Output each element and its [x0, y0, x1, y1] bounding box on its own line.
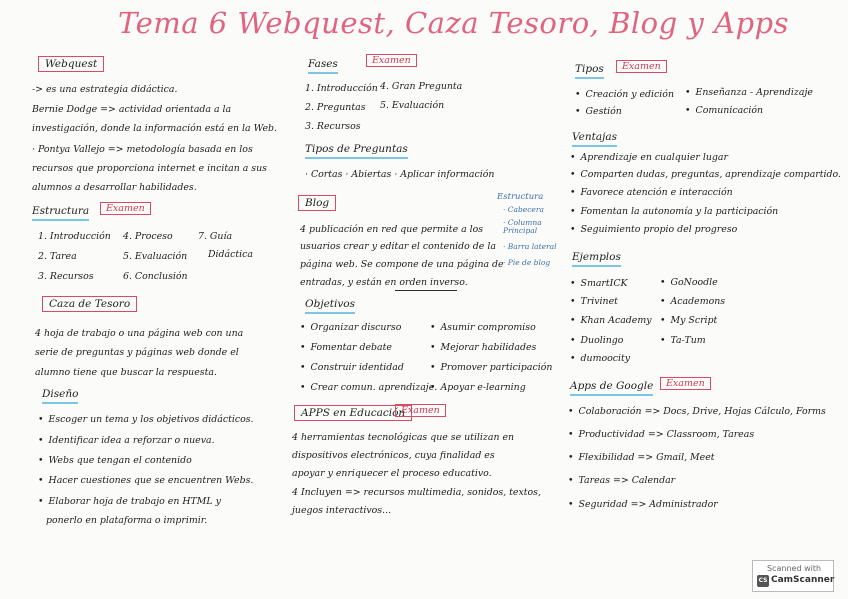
- fases-item-5: 5. Evaluación: [380, 100, 445, 111]
- heading-diseno: Diseño: [42, 388, 78, 404]
- objetivos-left-2: • Fomentar debate: [300, 343, 392, 352]
- tipos-preguntas-line: · Cortas · Abiertas · Aplicar información: [305, 169, 495, 180]
- heading-objetivos: Objetivos: [305, 298, 355, 314]
- heading-apps-google: Apps de Google: [570, 380, 653, 396]
- estructura-item-6: 6. Conclusión: [123, 271, 188, 282]
- caza-line-1: 4 hoja de trabajo o una página web con una: [35, 328, 244, 339]
- heading-blog: Blog: [298, 195, 336, 211]
- diseno-item-3: • Webs que tengan el contenido: [38, 456, 192, 465]
- ejemplos-left-5: • dumoocity: [570, 354, 630, 363]
- objetivos-right-4: • Apoyar e-learning: [430, 383, 526, 392]
- ejemplos-right-2: • Academons: [660, 297, 725, 306]
- ejemplos-right-4: • Ta-Tum: [660, 336, 706, 345]
- webquest-line-3: investigación, donde la información está en la Web.: [32, 123, 277, 134]
- estructura-item-2: 2. Tarea: [38, 251, 77, 262]
- ventajas-item-5: • Seguimiento propio del progreso: [570, 225, 737, 234]
- exam-tag-google: Examen: [660, 377, 711, 390]
- apps-line-5: juegos interactivos...: [292, 505, 392, 516]
- apps-line-4: 4 Incluyen => recursos multimedia, sonidos, textos,: [292, 487, 541, 498]
- estructura-item-7: 7. Guía: [198, 231, 233, 242]
- google-item-1: • Colaboración => Docs, Drive, Hojas Cálculo, Forms: [568, 407, 826, 416]
- ventajas-item-4: • Fomentan la autonomía y la participación: [570, 207, 778, 216]
- exam-tag-estructura: Examen: [100, 202, 151, 215]
- camscanner-watermark: [752, 560, 834, 592]
- ejemplos-left-4: • Duolingo: [570, 336, 623, 345]
- caza-line-3: alumno tiene que buscar la respuesta.: [35, 367, 217, 378]
- blog-line-3: página web. Se compone de una página de: [300, 259, 504, 270]
- heading-apps-educacion: APPS en Educación: [294, 405, 412, 421]
- diseno-item-5-cont: ponerlo en plataforma o imprimir.: [46, 515, 208, 526]
- apps-line-1: 4 herramientas tecnológicas que se utilizan en: [292, 432, 515, 443]
- heading-estructura: Estructura: [32, 205, 89, 221]
- exam-tag-tipos: Examen: [616, 60, 667, 73]
- fases-item-1: 1. Introducción: [305, 83, 378, 94]
- ventajas-item-1: • Aprendizaje en cualquier lugar: [570, 153, 728, 162]
- diseno-item-1: • Escoger un tema y los objetivos didácticos.: [38, 415, 254, 424]
- webquest-line-4: · Pontya Vallejo => metodología basada en los: [32, 144, 253, 155]
- blog-estructura-item-1: · Cabecera: [503, 205, 544, 214]
- fases-item-3: 3. Recursos: [305, 121, 361, 132]
- page-title: Tema 6 Webquest, Caza Tesoro, Blog y Apps: [118, 6, 789, 40]
- diseno-item-2: • Identificar idea a reforzar o nueva.: [38, 436, 215, 445]
- tipos-left-1: • Creación y edición: [575, 90, 674, 99]
- ventajas-item-3: • Favorece atención e interacción: [570, 188, 733, 197]
- ejemplos-left-1: • SmartICK: [570, 279, 628, 288]
- heading-fases: Fases: [308, 58, 338, 74]
- estructura-item-5: 5. Evaluación: [123, 251, 188, 262]
- heading-tipos: Tipos: [575, 63, 604, 79]
- apps-line-2: dispositivos electrónicos, cuya finalidad es: [292, 450, 495, 461]
- heading-ventajas: Ventajas: [572, 131, 617, 147]
- ejemplos-left-2: • Trivinet: [570, 297, 618, 306]
- blog-estructura-item-3: · Barra lateral: [503, 242, 557, 251]
- heading-webquest: Webquest: [38, 56, 104, 72]
- heading-ejemplos: Ejemplos: [572, 251, 621, 267]
- exam-tag-apps: Examen: [395, 404, 446, 417]
- blog-line-4: entradas, y están en orden inverso.: [300, 277, 468, 288]
- objetivos-right-1: • Asumir compromiso: [430, 323, 536, 332]
- ejemplos-right-3: • My Script: [660, 316, 717, 325]
- objetivos-left-1: • Organizar discurso: [300, 323, 401, 332]
- blog-line-1: 4 publicación en red que permite a los: [300, 224, 484, 235]
- camscanner-logo-icon: CS: [757, 575, 769, 587]
- google-item-2: • Productividad => Classroom, Tareas: [568, 430, 754, 439]
- fases-item-2: 2. Preguntas: [305, 102, 366, 113]
- watermark-line-1: Scanned with: [767, 564, 822, 573]
- estructura-item-4: 4. Proceso: [123, 231, 173, 242]
- blog-estructura-title: Estructura: [497, 192, 544, 202]
- webquest-line-2: Bernie Dodge => actividad orientada a la: [32, 104, 232, 115]
- apps-line-3: apoyar y enriquecer el proceso educativo.: [292, 468, 492, 479]
- objetivos-left-3: • Construir identidad: [300, 363, 404, 372]
- caza-line-2: serie de preguntas y páginas web donde el: [35, 347, 239, 358]
- tipos-right-1: • Enseñanza - Aprendizaje: [685, 88, 813, 97]
- blog-estructura-item-2: · Columna Principal: [503, 218, 542, 235]
- watermark-line-2: CamScanner: [771, 575, 835, 585]
- heading-tipos-preguntas: Tipos de Preguntas: [305, 143, 408, 159]
- objetivos-left-4: • Crear comun. aprendizaje.: [300, 383, 437, 392]
- blog-estructura-item-4: · Pie de blog: [503, 258, 551, 267]
- objetivos-right-2: • Mejorar habilidades: [430, 343, 536, 352]
- google-item-4: • Tareas => Calendar: [568, 476, 675, 485]
- webquest-line-1: -> es una estrategia didáctica.: [32, 84, 178, 95]
- blog-line-2: usuarios crear y editar el contenido de la: [300, 241, 496, 252]
- webquest-line-5: recursos que proporciona internet e incitan a sus: [32, 163, 267, 174]
- estructura-item-1: 1. Introducción: [38, 231, 111, 242]
- ventajas-item-2: • Comparten dudas, preguntas, aprendizaje compartido.: [570, 170, 841, 179]
- heading-caza-tesoro: Caza de Tesoro: [42, 296, 137, 312]
- ejemplos-left-3: • Khan Academy: [570, 316, 652, 325]
- exam-tag-fases: Examen: [366, 54, 417, 67]
- google-item-5: • Seguridad => Administrador: [568, 500, 718, 509]
- tipos-left-2: • Gestión: [575, 107, 622, 116]
- ejemplos-right-1: • GoNoodle: [660, 278, 718, 287]
- diseno-item-4: • Hacer cuestiones que se encuentren Webs.: [38, 476, 253, 485]
- diseno-item-5: • Elaborar hoja de trabajo en HTML y: [38, 497, 221, 506]
- estructura-item-3: 3. Recursos: [38, 271, 94, 282]
- estructura-item-7-cont: Didáctica: [208, 249, 253, 260]
- objetivos-right-3: • Promover participación: [430, 363, 552, 372]
- tipos-right-2: • Comunicación: [685, 106, 763, 115]
- fases-item-4: 4. Gran Pregunta: [380, 81, 463, 92]
- webquest-line-6: alumnos a desarrollar habilidades.: [32, 182, 197, 193]
- google-item-3: • Flexibilidad => Gmail, Meet: [568, 453, 715, 462]
- underline-orden-inverso: [395, 290, 457, 291]
